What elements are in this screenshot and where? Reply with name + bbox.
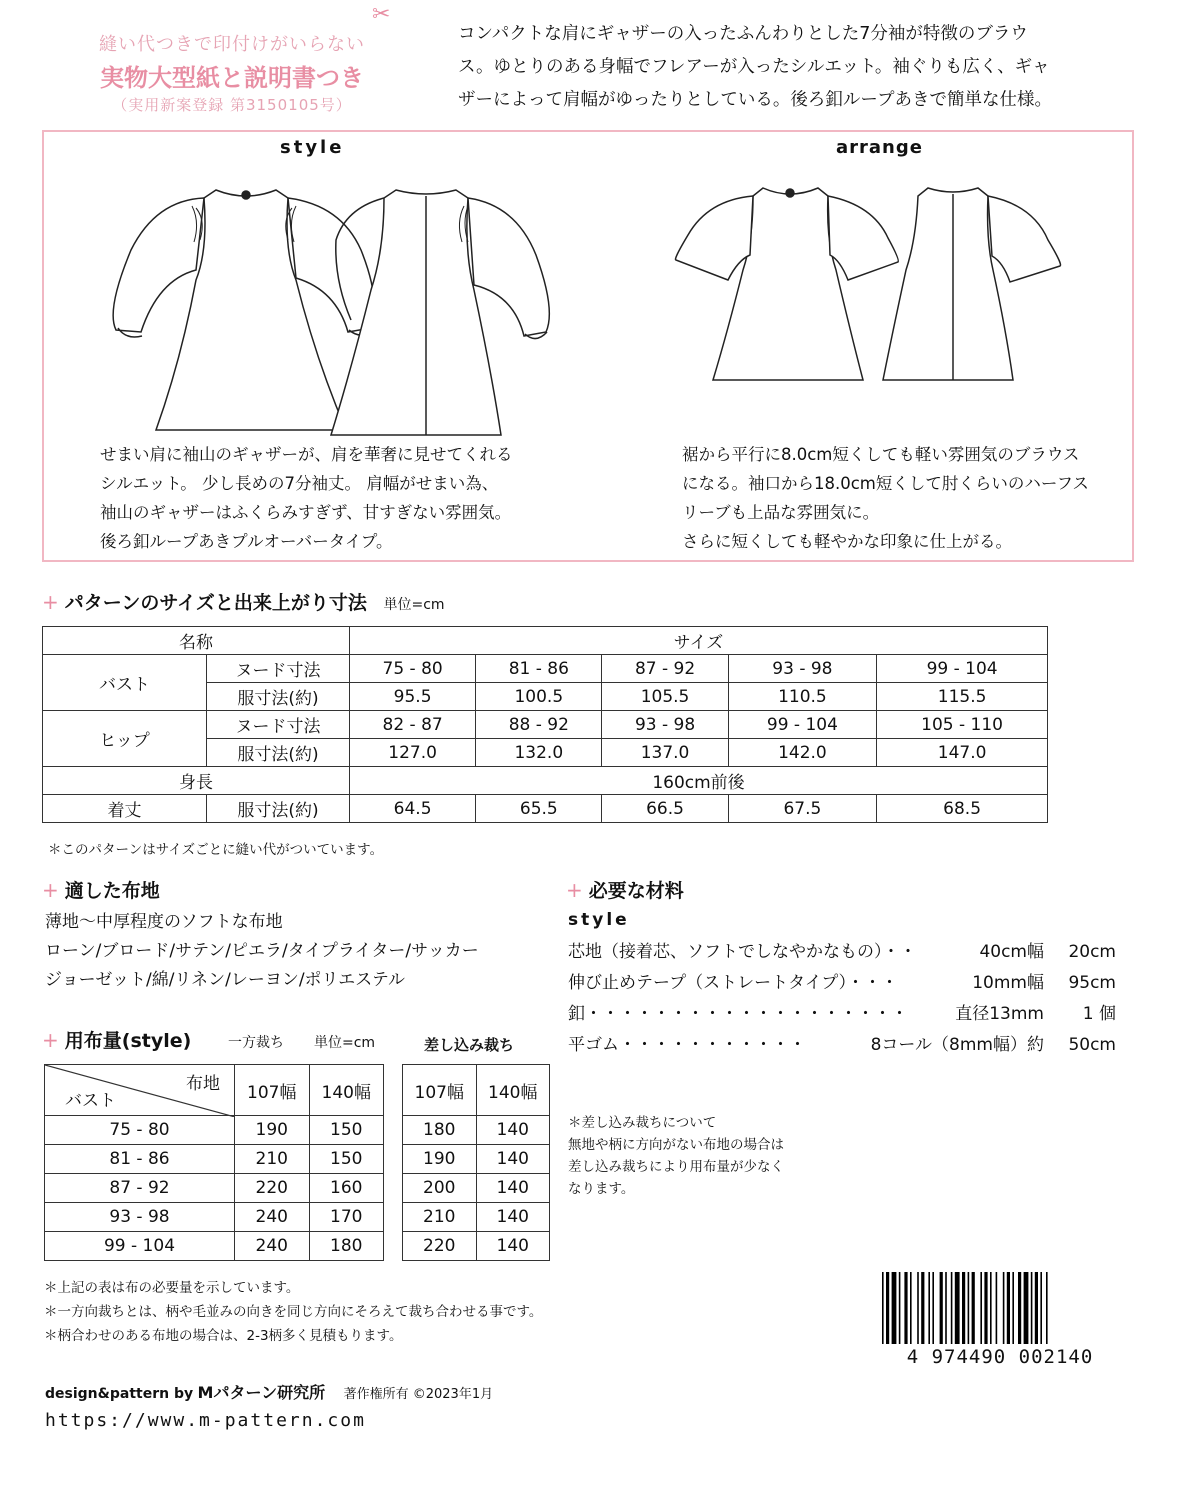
arrange-desc-line: さらに短くしても軽やかな印象に仕上がる。 [682,532,1012,551]
material-qty: 20cm [1068,942,1116,962]
barcode-bar [972,1272,975,1344]
interlock-note-line: なります。 [568,1181,635,1197]
barcode-bar [984,1272,987,1344]
credit-brand: Mパターン研究所 [197,1383,326,1402]
table-cell: 64.5 [350,795,476,823]
interlock-note [568,1112,784,1200]
table-cell: サイズ [350,627,1048,655]
scissors-icon: ✂ [372,2,391,27]
table-cell: 115.5 [877,683,1048,711]
interlock-note-line: 無地や柄に方向がない布地の場合は [568,1137,784,1153]
table-cell: 82 - 87 [350,711,476,739]
arrange-front-button [786,189,794,197]
barcode-bar [1018,1272,1021,1344]
style-desc-line: 袖山のギャザーはふくらみすぎず、甘すぎない雰囲気。 [100,503,512,522]
table-cell: 105.5 [602,683,728,711]
arrange-label: arrange [836,137,923,158]
table-cell: 105 - 110 [877,711,1048,739]
size-table-title: パターンのサイズと出来上がり寸法 [64,592,367,614]
barcode-bar [1007,1272,1010,1344]
table-row [45,1065,384,1116]
table-row [403,1232,550,1261]
table-row [403,1174,550,1203]
table-cell: 160cm前後 [350,767,1048,795]
table-corner-cell [45,1065,235,1116]
material-spec: 40cm幅 [979,942,1044,962]
barcode-bar [990,1272,992,1344]
footer-credit [45,1380,493,1403]
usage-notes [44,1276,542,1348]
barcode-bar [980,1272,982,1344]
barcode-bar [1024,1272,1029,1344]
interlock-label: 差し込み裁ち [424,1036,515,1054]
table-cell: 140 [476,1232,550,1261]
one-way-label: 一方裁ち [228,1035,284,1051]
material-name: 釦・・・・・・・・・・・・・・・・・・・ [568,1004,908,1024]
style-desc-line: せまい肩に袖山のギャザーが、肩を華奢に見せてくれる [100,445,513,464]
barcode-bar [910,1272,912,1344]
style-desc-line: シルエット。 少し長めの7分袖丈。 肩幅がせまい為、 [100,474,499,493]
usage-note: ＊一方向裁ちとは、柄や毛並みの向きを同じ方向にそろえて裁ち合わせる事です。 [44,1304,543,1320]
table-cell: 107幅 [403,1065,477,1116]
table-cell: 服寸法(約) [207,795,350,823]
table-cell: 88 - 92 [476,711,602,739]
table-row [45,1174,384,1203]
table-cell: 170 [309,1203,384,1232]
barcode-bar [951,1272,953,1344]
table-cell: 210 [235,1145,310,1174]
plus-icon: + [42,590,59,614]
usage-unit: 単位=cm [314,1035,376,1051]
table-row [43,655,1048,683]
material-qty: 1 個 [1082,1004,1116,1024]
table-cell: バスト [43,655,207,711]
arrange-front-left-sleeve [676,196,754,280]
plus-icon: + [566,878,583,902]
table-cell: 132.0 [476,739,602,767]
table-cell: 150 [309,1145,384,1174]
table-cell: 110.5 [728,683,877,711]
header-title: 実物大型紙と説明書つき [100,64,364,92]
table-cell: 名称 [43,627,350,655]
style-desc-line: 後ろ釦ループあきプルオーバータイプ。 [100,532,393,551]
material-qty: 50cm [1068,1035,1116,1055]
intro-text [458,18,1158,117]
plus-icon: + [42,1028,59,1052]
table-cell: 190 [403,1145,477,1174]
material-spec: 8コール（8mm幅）約 [870,1035,1044,1055]
barcode-bar [996,1272,998,1344]
barcode-bar [932,1272,934,1344]
usage-note: ＊上記の表は布の必要量を示しています。 [44,1280,300,1296]
table-cell: ヌード寸法 [207,655,350,683]
size-table-heading [42,588,445,615]
usage-heading [42,1026,191,1053]
footer-url[interactable]: https://www.m-pattern.com [45,1410,366,1431]
interlock-note-line: ＊差し込み裁ちについて [568,1115,717,1131]
table-cell: 93 - 98 [45,1203,235,1232]
header-line1: 縫い代つきで印付けがいらない [99,34,365,55]
style-front-back-illustration [96,160,596,450]
style-description [100,440,513,556]
table-cell: 200 [403,1174,477,1203]
barcode-digits: 4 974490 002140 [906,1346,1094,1368]
barcode-bar [899,1272,901,1344]
barcode-bar [886,1272,889,1344]
table-cell: 66.5 [602,795,728,823]
table-cell: 99 - 104 [45,1232,235,1261]
barcode-bar [1003,1272,1005,1344]
table-cell: 210 [403,1203,477,1232]
barcode-bar [882,1272,884,1344]
material-name: 平ゴム・・・・・・・・・・・ [568,1035,806,1055]
back-right-sleeve [468,198,549,336]
arrange-front-right-sleeve [828,196,898,280]
usage-title: 用布量(style) [64,1030,192,1052]
material-item [568,1030,1116,1061]
table-cell: 137.0 [602,739,728,767]
table-cell: 150 [309,1116,384,1145]
table-cell: 服寸法(約) [207,683,350,711]
usage-table-one-way [44,1064,384,1261]
header-registration: （実用新案登録 第3150105号） [112,96,352,114]
intro-line: ス。ゆとりのある身幅でフレアーが入ったシルエット。袖ぐりも広く、ギャ [458,57,1050,77]
table-cell: 142.0 [728,739,877,767]
table-cell: 190 [235,1116,310,1145]
table-row [403,1203,550,1232]
arrange-front-back-illustration [668,160,1078,400]
material-item [568,999,1116,1030]
barcode-bar [945,1272,947,1344]
table-row [45,1203,384,1232]
table-cell: ヒップ [43,711,207,767]
usage-note: ＊柄合わせのある布地の場合は、2-3柄多く見積もります。 [44,1328,403,1344]
table-cell: 93 - 98 [602,711,728,739]
table-cell: 81 - 86 [476,655,602,683]
usage-table-interlock [402,1064,550,1261]
material-spec: 直径13mm [955,1004,1044,1024]
barcode-bar [1035,1272,1038,1344]
arrange-description [682,440,1089,556]
table-cell: 140 [476,1145,550,1174]
table-cell: 75 - 80 [45,1116,235,1145]
table-row [43,795,1048,823]
table-row [403,1065,550,1116]
table-cell: 身長 [43,767,350,795]
material-name: 芯地（接着芯、ソフトでしなやかなもの）・・ [568,942,917,962]
credit-prefix: design&pattern by [45,1386,194,1402]
table-row [45,1232,384,1261]
plus-icon: + [42,878,59,902]
barcode-bar [917,1272,919,1344]
table-cell: 180 [309,1232,384,1261]
table-cell: 220 [235,1174,310,1203]
front-button [242,191,250,199]
arrange-desc-line: リーブも上品な雰囲気に。 [682,503,880,522]
table-row [45,1116,384,1145]
table-cell: 107幅 [235,1065,310,1116]
table-row [403,1116,550,1145]
barcode-bar [1012,1272,1014,1344]
table-cell: 67.5 [728,795,877,823]
table-cell: 68.5 [877,795,1048,823]
table-row [43,711,1048,739]
corner-top-label: 布地 [186,1074,220,1094]
table-row [403,1145,550,1174]
table-cell: 240 [235,1203,310,1232]
materials-list [568,937,1116,1061]
table-cell: 140幅 [476,1065,550,1116]
intro-line: コンパクトな肩にギャザーの入ったふんわりとした7分袖が特徴のブラウ [458,24,1028,44]
materials-sub: style [568,910,630,930]
fabric-list [45,908,479,995]
table-row [43,627,1048,655]
size-table [42,626,1048,823]
table-cell: 87 - 92 [45,1174,235,1203]
fabric-heading [42,876,160,903]
material-item [568,968,1116,999]
barcode-bar [1031,1272,1033,1344]
arrange-desc-line: になる。袖口から18.0cm短くして肘くらいのハーフス [682,474,1089,493]
table-cell: 147.0 [877,739,1048,767]
material-spec: 10mm幅 [972,973,1044,993]
table-cell: 140 [476,1116,550,1145]
interlock-note-line: 差し込み裁ちにより用布量が少なく [568,1159,784,1175]
table-cell: 140 [476,1174,550,1203]
arrange-back-sleeve [988,196,1061,282]
corner-bottom-label: バスト [65,1091,116,1111]
table-cell: 160 [309,1174,384,1203]
size-table-unit: 単位=cm [383,597,445,613]
materials-heading [566,876,684,903]
fabric-title: 適した布地 [64,880,160,902]
copyright: 著作権所有 ©2023年1月 [343,1387,494,1402]
arrange-desc-line: 裾から平行に8.0cm短くしても軽い雰囲気のブラウス [682,445,1080,464]
table-cell: 180 [403,1116,477,1145]
table-cell: 100.5 [476,683,602,711]
table-cell: 服寸法(約) [207,739,350,767]
materials-title: 必要な材料 [588,880,684,902]
fabric-line: ローン/ブロード/サテン/ピエラ/タイプライター/サッカー [45,941,479,961]
size-table-note: ＊このパターンはサイズごとに縫い代がついています。 [48,842,384,858]
barcode-bar [955,1272,960,1344]
intro-line: ザーによって肩幅がゆったりとしている。後ろ釦ループあきで簡単な仕様。 [458,90,1052,110]
barcode-bar [1040,1272,1042,1344]
table-row [43,767,1048,795]
barcode-bar [968,1272,970,1344]
barcode-bar [962,1272,965,1344]
material-item [568,937,1116,968]
table-cell: 127.0 [350,739,476,767]
fabric-line: ジョーゼット/綿/リネン/レーヨン/ポリエステル [45,970,406,990]
table-cell: 220 [403,1232,477,1261]
barcode-bar [921,1272,924,1344]
table-cell: 65.5 [476,795,602,823]
material-qty: 95cm [1068,973,1116,993]
table-cell: 240 [235,1232,310,1261]
table-cell: 140幅 [309,1065,384,1116]
barcode-bar [928,1272,930,1344]
style-label: style [280,137,345,158]
barcode-bar [940,1272,943,1344]
table-row [45,1145,384,1174]
fabric-line: 薄地〜中厚程度のソフトな布地 [45,912,283,932]
table-cell: 95.5 [350,683,476,711]
table-cell: 99 - 104 [728,711,877,739]
table-cell: 99 - 104 [877,655,1048,683]
barcode-bar [892,1272,897,1344]
table-cell: 75 - 80 [350,655,476,683]
material-name: 伸び止めテープ（ストレートタイプ）・・・ [568,973,898,993]
table-cell: 93 - 98 [728,655,877,683]
table-cell: 着丈 [43,795,207,823]
table-cell: 81 - 86 [45,1145,235,1174]
table-cell: ヌード寸法 [207,711,350,739]
barcode-bar [1046,1272,1048,1344]
table-cell: 140 [476,1203,550,1232]
barcode-bar [904,1272,907,1344]
table-cell: 87 - 92 [602,655,728,683]
